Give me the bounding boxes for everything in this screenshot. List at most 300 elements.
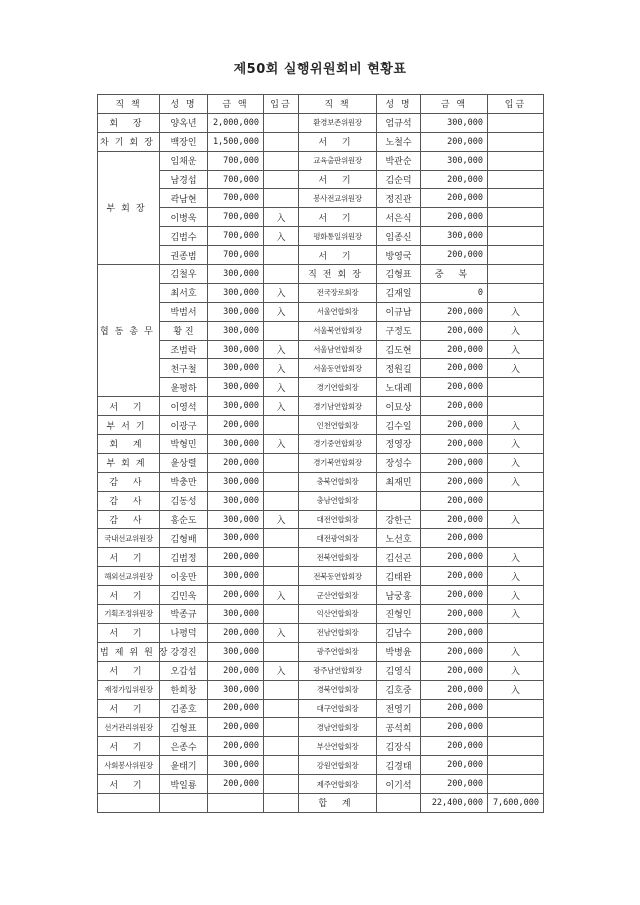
right-position-cell: 전남연합회장	[299, 623, 377, 642]
right-paid-cell	[488, 151, 544, 170]
right-name-cell: 강한근	[377, 510, 421, 529]
table-row	[98, 699, 544, 718]
right-paid-cell	[488, 208, 544, 227]
right-name-cell: 이기석	[377, 775, 421, 794]
right-amount-cell: 200,000	[421, 548, 488, 567]
table-row	[98, 623, 544, 642]
left-position-cell: 차기회장	[98, 132, 160, 151]
left-position-cell: 서 기	[98, 661, 160, 680]
table-row	[98, 170, 544, 189]
left-paid-cell: 入	[264, 397, 299, 416]
left-amount-cell: 300,000	[208, 510, 264, 529]
total-label: 합 계	[299, 793, 377, 812]
left-amount-cell: 300,000	[208, 302, 264, 321]
right-position-cell: 전북동연합회장	[299, 567, 377, 586]
table-row	[98, 775, 544, 794]
left-paid-cell	[264, 246, 299, 265]
right-amount-cell: 200,000	[421, 435, 488, 454]
right-amount-cell: 200,000	[421, 661, 488, 680]
left-amount-cell: 700,000	[208, 227, 264, 246]
right-position-cell: 경기북연합회장	[299, 453, 377, 472]
left-name-cell: 김범수	[160, 227, 208, 246]
right-amount-cell: 200,000	[421, 340, 488, 359]
left-amount-cell: 300,000	[208, 378, 264, 397]
header-paid-right: 입금	[488, 95, 544, 114]
left-paid-cell	[264, 170, 299, 189]
left-name-cell: 남경섭	[160, 170, 208, 189]
right-name-cell: 정영장	[377, 435, 421, 454]
left-paid-cell: 入	[264, 586, 299, 605]
left-paid-cell: 入	[264, 623, 299, 642]
left-name-cell: 최서호	[160, 283, 208, 302]
right-paid-cell	[488, 699, 544, 718]
table-row	[98, 605, 544, 624]
right-position-cell: 서 기	[299, 208, 377, 227]
left-paid-cell	[264, 189, 299, 208]
right-name-cell: 최재민	[377, 472, 421, 491]
left-amount-cell: 200,000	[208, 661, 264, 680]
left-paid-cell	[264, 416, 299, 435]
right-paid-cell	[488, 737, 544, 756]
left-paid-cell	[264, 151, 299, 170]
right-position-cell: 부산연합회장	[299, 737, 377, 756]
table-row	[98, 397, 544, 416]
left-amount-cell: 300,000	[208, 359, 264, 378]
left-position-cell: 회 장	[98, 113, 160, 132]
right-position-cell: 경북연합회장	[299, 680, 377, 699]
table-body	[98, 113, 544, 793]
right-amount-cell: 200,000	[421, 246, 488, 265]
right-amount-cell: 200,000	[421, 472, 488, 491]
left-paid-cell: 入	[264, 208, 299, 227]
right-amount-cell: 200,000	[421, 416, 488, 435]
right-paid-cell	[488, 283, 544, 302]
right-amount-cell: 200,000	[421, 605, 488, 624]
left-paid-cell	[264, 472, 299, 491]
right-amount-cell: 200,000	[421, 737, 488, 756]
right-name-cell: 김남수	[377, 623, 421, 642]
header-name-right: 성 명	[377, 95, 421, 114]
right-position-cell: 대구연합회장	[299, 699, 377, 718]
right-paid-cell	[488, 397, 544, 416]
left-paid-cell	[264, 699, 299, 718]
right-paid-cell	[488, 623, 544, 642]
table-row	[98, 529, 544, 548]
left-amount-cell: 300,000	[208, 321, 264, 340]
left-amount-cell: 200,000	[208, 416, 264, 435]
right-paid-cell	[488, 775, 544, 794]
right-name-cell: 김장식	[377, 737, 421, 756]
left-name-cell: 강경진	[160, 642, 208, 661]
right-position-cell: 서 기	[299, 246, 377, 265]
table-row	[98, 548, 544, 567]
left-position-cell: 서 기	[98, 699, 160, 718]
left-name-cell: 박충만	[160, 472, 208, 491]
left-name-cell: 김철우	[160, 265, 208, 284]
right-amount-cell: 300,000	[421, 151, 488, 170]
right-name-cell: 노대례	[377, 378, 421, 397]
table-row	[98, 302, 544, 321]
left-amount-cell: 200,000	[208, 453, 264, 472]
table-row	[98, 359, 544, 378]
right-paid-cell: 入	[488, 321, 544, 340]
left-position-cell: 법제위원장	[98, 642, 160, 661]
header-paid: 입금	[264, 95, 299, 114]
right-amount-cell: 중 복	[421, 265, 488, 284]
left-amount-cell: 300,000	[208, 283, 264, 302]
right-position-cell: 서울북연합회장	[299, 321, 377, 340]
left-position-cell: 협동총무	[98, 265, 160, 397]
right-name-cell: 장성수	[377, 453, 421, 472]
right-paid-cell	[488, 718, 544, 737]
table-row	[98, 132, 544, 151]
right-amount-cell: 300,000	[421, 227, 488, 246]
left-paid-cell: 入	[264, 359, 299, 378]
table-row	[98, 378, 544, 397]
right-amount-cell: 0	[421, 283, 488, 302]
left-name-cell: 윤태기	[160, 756, 208, 775]
header-amount-right: 금 액	[421, 95, 488, 114]
left-amount-cell: 700,000	[208, 170, 264, 189]
total-amount: 22,400,000	[421, 793, 488, 812]
table-row	[98, 718, 544, 737]
right-position-cell: 경남연합회장	[299, 718, 377, 737]
left-name-cell: 박형민	[160, 435, 208, 454]
left-amount-cell: 700,000	[208, 189, 264, 208]
right-amount-cell: 200,000	[421, 453, 488, 472]
header-position: 직 책	[98, 95, 160, 114]
left-name-cell: 홍순도	[160, 510, 208, 529]
left-paid-cell	[264, 775, 299, 794]
left-paid-cell: 入	[264, 302, 299, 321]
left-position-cell: 부회계	[98, 453, 160, 472]
right-paid-cell: 入	[488, 510, 544, 529]
right-name-cell: 엄규석	[377, 113, 421, 132]
left-name-cell: 양옥년	[160, 113, 208, 132]
left-amount-cell: 200,000	[208, 623, 264, 642]
table-row	[98, 661, 544, 680]
right-name-cell: 김형표	[377, 265, 421, 284]
right-position-cell: 서울동연합회장	[299, 359, 377, 378]
right-paid-cell	[488, 756, 544, 775]
left-name-cell: 박범서	[160, 302, 208, 321]
right-position-cell: 광주남연합회장	[299, 661, 377, 680]
left-name-cell: 김형배	[160, 529, 208, 548]
right-position-cell: 서 기	[299, 132, 377, 151]
left-name-cell: 윤상렬	[160, 453, 208, 472]
left-name-cell: 곽남현	[160, 189, 208, 208]
table-row	[98, 265, 544, 284]
total-row	[98, 793, 544, 812]
left-name-cell: 조범락	[160, 340, 208, 359]
right-amount-cell: 200,000	[421, 170, 488, 189]
left-paid-cell	[264, 529, 299, 548]
right-paid-cell	[488, 227, 544, 246]
total-paid: 7,600,000	[488, 793, 544, 812]
table-row	[98, 321, 544, 340]
left-name-cell: 이병욱	[160, 208, 208, 227]
right-amount-cell: 200,000	[421, 302, 488, 321]
right-amount-cell: 200,000	[421, 397, 488, 416]
table-row	[98, 680, 544, 699]
table-header-row	[98, 95, 544, 114]
left-amount-cell: 700,000	[208, 246, 264, 265]
right-position-cell: 군산연합회장	[299, 586, 377, 605]
left-amount-cell: 300,000	[208, 680, 264, 699]
left-paid-cell: 入	[264, 340, 299, 359]
table-row	[98, 208, 544, 227]
left-paid-cell: 入	[264, 510, 299, 529]
right-name-cell: 전영기	[377, 699, 421, 718]
table-row	[98, 151, 544, 170]
right-paid-cell: 入	[488, 453, 544, 472]
right-amount-cell: 200,000	[421, 680, 488, 699]
right-name-cell: 김호중	[377, 680, 421, 699]
right-name-cell: 김영식	[377, 661, 421, 680]
right-amount-cell: 200,000	[421, 491, 488, 510]
right-paid-cell: 入	[488, 567, 544, 586]
right-paid-cell: 入	[488, 548, 544, 567]
left-amount-cell: 300,000	[208, 491, 264, 510]
left-name-cell: 박일룡	[160, 775, 208, 794]
header-position-right: 직 책	[299, 95, 377, 114]
right-amount-cell: 200,000	[421, 567, 488, 586]
table-row	[98, 567, 544, 586]
right-name-cell: 공석희	[377, 718, 421, 737]
left-amount-cell: 200,000	[208, 586, 264, 605]
right-paid-cell: 入	[488, 680, 544, 699]
right-paid-cell: 入	[488, 359, 544, 378]
table-row	[98, 189, 544, 208]
left-amount-cell: 1,500,000	[208, 132, 264, 151]
left-name-cell: 은종수	[160, 737, 208, 756]
right-paid-cell: 入	[488, 642, 544, 661]
right-position-cell: 충남연합회장	[299, 491, 377, 510]
right-name-cell: 김도현	[377, 340, 421, 359]
left-name-cell: 나평덕	[160, 623, 208, 642]
table-row	[98, 416, 544, 435]
left-name-cell: 박종규	[160, 605, 208, 624]
left-name-cell: 천구철	[160, 359, 208, 378]
left-paid-cell	[264, 737, 299, 756]
left-amount-cell: 200,000	[208, 737, 264, 756]
right-paid-cell: 入	[488, 472, 544, 491]
left-name-cell: 한희창	[160, 680, 208, 699]
right-paid-cell: 入	[488, 586, 544, 605]
left-paid-cell	[264, 605, 299, 624]
left-paid-cell	[264, 113, 299, 132]
table-row	[98, 737, 544, 756]
left-position-cell: 감 사	[98, 472, 160, 491]
right-paid-cell	[488, 113, 544, 132]
right-name-cell: 김선곤	[377, 548, 421, 567]
left-name-cell: 황 진	[160, 321, 208, 340]
right-position-cell: 경기중연합회장	[299, 435, 377, 454]
left-paid-cell: 入	[264, 661, 299, 680]
left-paid-cell	[264, 132, 299, 151]
right-paid-cell: 入	[488, 661, 544, 680]
left-position-cell: 서 기	[98, 775, 160, 794]
left-amount-cell: 300,000	[208, 472, 264, 491]
left-position-cell: 감 사	[98, 510, 160, 529]
right-amount-cell: 200,000	[421, 359, 488, 378]
left-paid-cell	[264, 756, 299, 775]
right-name-cell: 김순덕	[377, 170, 421, 189]
right-paid-cell: 入	[488, 605, 544, 624]
right-name-cell: 서은식	[377, 208, 421, 227]
right-position-cell: 인천연합회장	[299, 416, 377, 435]
right-name-cell: 정진관	[377, 189, 421, 208]
right-position-cell: 직전회장	[299, 265, 377, 284]
header-amount: 금 액	[208, 95, 264, 114]
left-amount-cell: 300,000	[208, 529, 264, 548]
table-row	[98, 586, 544, 605]
left-amount-cell: 300,000	[208, 605, 264, 624]
right-name-cell: 이묘상	[377, 397, 421, 416]
right-position-cell: 서울연합회장	[299, 302, 377, 321]
left-amount-cell: 300,000	[208, 567, 264, 586]
right-amount-cell: 200,000	[421, 208, 488, 227]
right-name-cell: 김재일	[377, 283, 421, 302]
right-amount-cell: 200,000	[421, 775, 488, 794]
right-amount-cell: 200,000	[421, 189, 488, 208]
right-paid-cell	[488, 265, 544, 284]
right-name-cell: 이규남	[377, 302, 421, 321]
right-position-cell: 전국장로회장	[299, 283, 377, 302]
right-amount-cell: 200,000	[421, 378, 488, 397]
right-amount-cell: 200,000	[421, 623, 488, 642]
right-position-cell: 교육출판위원장	[299, 151, 377, 170]
right-amount-cell: 200,000	[421, 132, 488, 151]
right-position-cell: 전북연합회장	[299, 548, 377, 567]
table-row	[98, 491, 544, 510]
left-name-cell: 임채운	[160, 151, 208, 170]
right-paid-cell: 入	[488, 340, 544, 359]
left-paid-cell	[264, 548, 299, 567]
left-position-cell: 회 계	[98, 435, 160, 454]
left-paid-cell	[264, 718, 299, 737]
right-paid-cell	[488, 132, 544, 151]
left-paid-cell	[264, 491, 299, 510]
right-paid-cell	[488, 378, 544, 397]
committee-fee-table	[97, 94, 544, 813]
right-position-cell: 봉사전교위원장	[299, 189, 377, 208]
left-name-cell: 김형표	[160, 718, 208, 737]
right-amount-cell: 300,000	[421, 113, 488, 132]
right-position-cell: 충북연합회장	[299, 472, 377, 491]
left-amount-cell: 200,000	[208, 699, 264, 718]
table-row	[98, 340, 544, 359]
right-position-cell: 대전연합회장	[299, 510, 377, 529]
left-name-cell: 김종호	[160, 699, 208, 718]
left-amount-cell: 2,000,000	[208, 113, 264, 132]
left-name-cell: 윤평하	[160, 378, 208, 397]
left-position-cell: 선거관리위원장	[98, 718, 160, 737]
left-name-cell: 백장인	[160, 132, 208, 151]
left-amount-cell: 300,000	[208, 265, 264, 284]
right-position-cell: 서 기	[299, 170, 377, 189]
left-amount-cell: 300,000	[208, 435, 264, 454]
left-position-cell: 부서기	[98, 416, 160, 435]
table-row	[98, 246, 544, 265]
right-position-cell: 서울남연합회장	[299, 340, 377, 359]
table-row	[98, 453, 544, 472]
page-title: 제50회 실행위원회비 현황표	[233, 62, 407, 77]
right-amount-cell: 200,000	[421, 510, 488, 529]
table-row	[98, 435, 544, 454]
right-name-cell: 김경태	[377, 756, 421, 775]
table-row	[98, 283, 544, 302]
table-row	[98, 642, 544, 661]
left-position-cell: 감 사	[98, 491, 160, 510]
left-name-cell: 김동성	[160, 491, 208, 510]
right-name-cell: 남궁홍	[377, 586, 421, 605]
right-paid-cell	[488, 170, 544, 189]
right-position-cell: 익산연합회장	[299, 605, 377, 624]
right-position-cell: 경기남연합회장	[299, 397, 377, 416]
table-row	[98, 472, 544, 491]
left-name-cell: 이영석	[160, 397, 208, 416]
right-paid-cell	[488, 246, 544, 265]
right-name-cell: 노선호	[377, 529, 421, 548]
left-amount-cell: 700,000	[208, 208, 264, 227]
left-position-cell: 부회장	[98, 151, 160, 264]
left-amount-cell: 200,000	[208, 548, 264, 567]
right-amount-cell: 200,000	[421, 321, 488, 340]
left-position-cell: 기획조정위원장	[98, 605, 160, 624]
right-amount-cell: 200,000	[421, 586, 488, 605]
left-name-cell: 이광구	[160, 416, 208, 435]
left-paid-cell	[264, 567, 299, 586]
right-position-cell: 평화통일위원장	[299, 227, 377, 246]
left-paid-cell	[264, 680, 299, 699]
right-position-cell: 강원연합회장	[299, 756, 377, 775]
left-position-cell: 사회봉사위원장	[98, 756, 160, 775]
left-position-cell: 재정가입위원장	[98, 680, 160, 699]
table-row	[98, 227, 544, 246]
left-position-cell: 서 기	[98, 586, 160, 605]
left-paid-cell: 入	[264, 283, 299, 302]
table-row	[98, 113, 544, 132]
left-amount-cell: 200,000	[208, 775, 264, 794]
right-position-cell: 경기연합회장	[299, 378, 377, 397]
left-position-cell: 서 기	[98, 737, 160, 756]
right-name-cell	[377, 491, 421, 510]
left-name-cell: 권종범	[160, 246, 208, 265]
left-position-cell: 해외선교위원장	[98, 567, 160, 586]
right-amount-cell: 200,000	[421, 718, 488, 737]
left-position-cell: 국내선교위원장	[98, 529, 160, 548]
right-amount-cell: 200,000	[421, 699, 488, 718]
left-position-cell: 서 기	[98, 397, 160, 416]
left-amount-cell: 700,000	[208, 151, 264, 170]
right-name-cell: 진형인	[377, 605, 421, 624]
left-position-cell: 서 기	[98, 548, 160, 567]
left-amount-cell: 300,000	[208, 756, 264, 775]
right-amount-cell: 200,000	[421, 529, 488, 548]
left-name-cell: 오갑섭	[160, 661, 208, 680]
right-name-cell: 임종신	[377, 227, 421, 246]
right-name-cell: 노철수	[377, 132, 421, 151]
table-row	[98, 756, 544, 775]
right-position-cell: 대전광역회장	[299, 529, 377, 548]
left-name-cell: 김민욱	[160, 586, 208, 605]
right-name-cell: 김태완	[377, 567, 421, 586]
right-paid-cell	[488, 189, 544, 208]
right-name-cell: 김수일	[377, 416, 421, 435]
left-paid-cell	[264, 453, 299, 472]
right-position-cell: 광주연합회장	[299, 642, 377, 661]
